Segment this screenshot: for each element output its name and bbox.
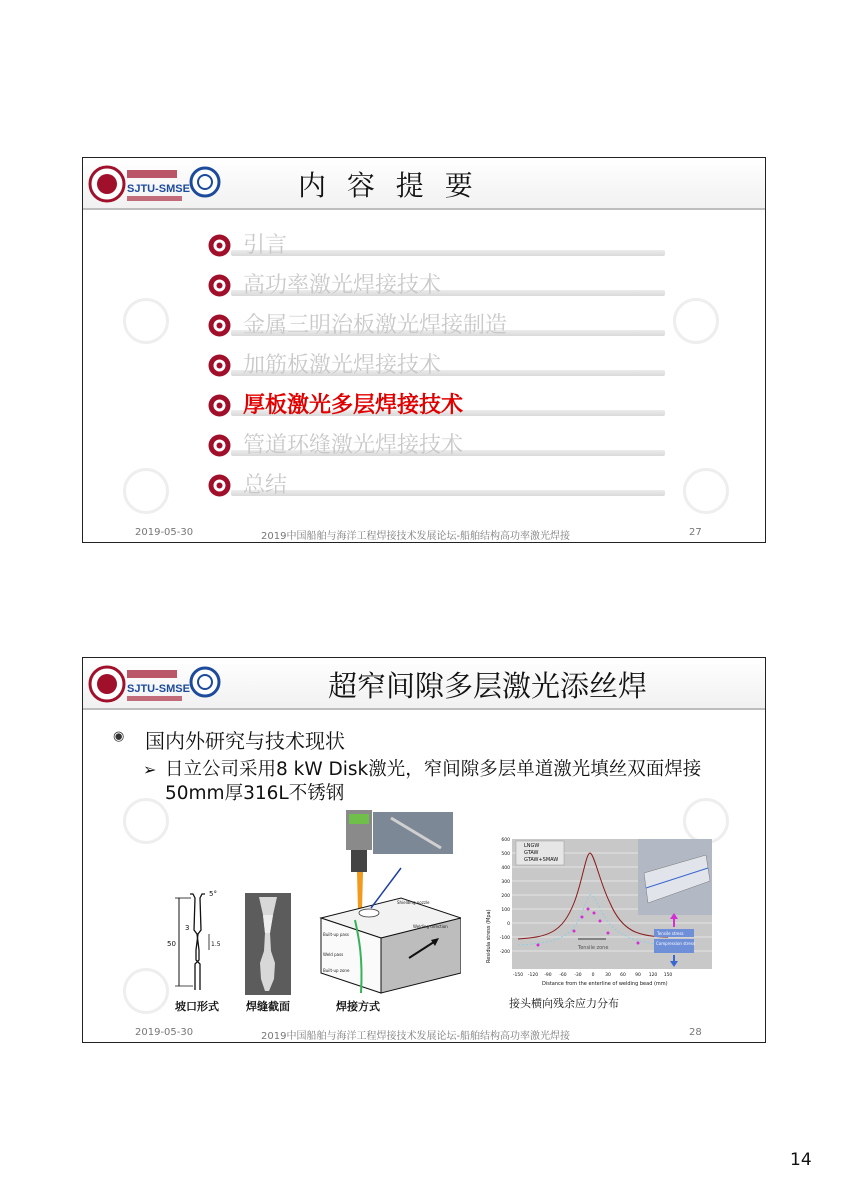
stress-ylabel: Residula stress (Mpa) bbox=[486, 909, 492, 963]
welding-method-illustration bbox=[311, 808, 461, 998]
stress-ytick: 200 bbox=[501, 894, 510, 899]
stress-caption: 接头横向残余应力分布 bbox=[509, 997, 619, 1010]
welding-label-direction: Welding direction bbox=[413, 924, 448, 929]
arrow-bullet-icon: ➢ bbox=[143, 760, 157, 779]
stress-xtick: 90 bbox=[635, 973, 641, 978]
stress-xtick: -60 bbox=[559, 973, 567, 978]
svg-text:SJTU-SMSE: SJTU-SMSE bbox=[127, 683, 190, 695]
footer-date: 2019-05-30 bbox=[135, 527, 194, 538]
toc-item-label: 管道环缝激光焊接技术 bbox=[243, 433, 464, 458]
groove-depth-label: 50 bbox=[167, 940, 176, 948]
bullet-level1-text: 国内外研究与技术现状 bbox=[145, 729, 345, 753]
stress-ytick: 0 bbox=[507, 922, 510, 927]
sjtu-smse-logo bbox=[87, 662, 237, 706]
school-emblem-icon bbox=[207, 313, 232, 338]
stress-ytick: 400 bbox=[501, 866, 510, 871]
toc-item[interactable] bbox=[205, 226, 665, 264]
stress-ytick: -100 bbox=[499, 936, 510, 941]
toc-item[interactable] bbox=[205, 426, 665, 464]
slide-contents-overview bbox=[82, 157, 766, 543]
toc-item-label: 加筋板激光焊接技术 bbox=[243, 353, 442, 378]
groove-caption: 坡口形式 bbox=[175, 1000, 219, 1013]
welding-label-nozzle: Shielding nozzle bbox=[397, 900, 430, 905]
welding-label-built-up-zone: Built-up zone bbox=[323, 968, 350, 973]
school-emblem-icon bbox=[207, 393, 232, 418]
groove-angle-label: 5° bbox=[209, 890, 217, 898]
header-divider bbox=[83, 208, 765, 210]
sjtu-smse-logo bbox=[87, 162, 237, 206]
tensile-zone-label: Tensile zone bbox=[578, 945, 609, 951]
stress-xtick: 60 bbox=[620, 973, 626, 978]
toc-item[interactable] bbox=[205, 266, 665, 304]
school-emblem-icon bbox=[207, 353, 232, 378]
toc-item-label: 引言 bbox=[243, 233, 288, 258]
slide-narrow-gap-welding bbox=[82, 657, 766, 1043]
stress-xtick: -90 bbox=[544, 973, 552, 978]
welding-label-built-up-pass: Built-up pass bbox=[323, 932, 350, 937]
groove-diagram bbox=[165, 890, 225, 995]
slide-header bbox=[83, 658, 765, 708]
page-number: 14 bbox=[790, 1150, 812, 1170]
stress-legend-1: LNGW bbox=[524, 843, 540, 849]
school-emblem-icon bbox=[207, 273, 232, 298]
toc-item-active[interactable] bbox=[205, 386, 665, 424]
school-emblem-icon bbox=[207, 473, 232, 498]
toc-item-label: 高功率激光焊接技术 bbox=[243, 273, 442, 298]
header-divider bbox=[83, 708, 765, 710]
stress-ytick: 100 bbox=[501, 908, 510, 913]
stress-ytick: 600 bbox=[501, 838, 510, 843]
residual-stress-chart bbox=[478, 833, 718, 993]
slide-number: 28 bbox=[689, 1027, 702, 1038]
watermark-logo bbox=[123, 468, 169, 514]
welding-caption: 焊接方式 bbox=[336, 1000, 380, 1013]
stress-ytick: 300 bbox=[501, 880, 510, 885]
school-emblem-icon bbox=[207, 433, 232, 458]
toc-item[interactable] bbox=[205, 306, 665, 344]
bullet-emblem-icon: ◉ bbox=[113, 729, 125, 744]
page-title: 超窄间隙多层激光添丝焊 bbox=[328, 669, 648, 703]
page-title: 内 容 提 要 bbox=[298, 169, 479, 202]
footer-text: 2019中国船舶与海洋工程焊接技术发展论坛-船舶结构高功率激光焊接 bbox=[261, 531, 571, 542]
groove-root-gap-label: 1.5 bbox=[211, 941, 221, 948]
tensile-stress-label: Tensile stress bbox=[657, 931, 684, 936]
compression-stress-label: Compression stress bbox=[656, 941, 696, 946]
stress-xtick: 0 bbox=[591, 973, 595, 978]
stress-legend-3: GTAW+SMAW bbox=[524, 857, 559, 863]
svg-text:SJTU-SMSE: SJTU-SMSE bbox=[127, 183, 190, 195]
stress-legend-2: GTAW bbox=[524, 850, 539, 856]
footer-text: 2019中国船舶与海洋工程焊接技术发展论坛-船舶结构高功率激光焊接 bbox=[261, 1031, 571, 1042]
stress-xlabel: Distance from the enterline of welding bead (mm) bbox=[542, 981, 668, 987]
stress-xtick: -150 bbox=[512, 973, 524, 978]
bullet-level2 bbox=[143, 758, 743, 806]
watermark-logo bbox=[123, 298, 169, 344]
toc-item[interactable] bbox=[205, 466, 665, 504]
stress-xtick: 150 bbox=[663, 973, 673, 978]
watermark-logo bbox=[683, 468, 729, 514]
cross-section-caption: 焊缝截面 bbox=[246, 1000, 290, 1013]
groove-root-face-label: 3 bbox=[185, 924, 190, 932]
stress-xtick: 120 bbox=[648, 973, 658, 978]
toc-bar bbox=[231, 490, 665, 496]
toc-bar bbox=[231, 250, 665, 256]
watermark-logo bbox=[673, 298, 719, 344]
toc-item-label: 总结 bbox=[243, 473, 288, 498]
toc-item-label: 厚板激光多层焊接技术 bbox=[243, 393, 464, 418]
school-emblem-icon bbox=[207, 233, 232, 258]
welding-label-weld-pass: Weld pass bbox=[323, 952, 344, 957]
stress-xtick: -30 bbox=[574, 973, 582, 978]
stress-xtick: 30 bbox=[605, 973, 611, 978]
stress-ytick: 500 bbox=[501, 852, 510, 857]
footer-date: 2019-05-30 bbox=[135, 1027, 194, 1038]
toc-item[interactable] bbox=[205, 346, 665, 384]
stress-xtick: -120 bbox=[527, 973, 539, 978]
toc-item-label: 金属三明治板激光焊接制造 bbox=[243, 313, 508, 338]
slide-number: 27 bbox=[689, 527, 702, 538]
weld-cross-section-photo bbox=[245, 893, 291, 995]
slide-header bbox=[83, 158, 765, 208]
watermark-logo bbox=[123, 968, 169, 1014]
stress-ytick: -200 bbox=[499, 950, 510, 955]
bullet-level2-text: 日立公司采用8 kW Disk激光，窄间隙多层单道激光填丝双面焊接50mm厚316L不锈钢 bbox=[165, 759, 702, 804]
